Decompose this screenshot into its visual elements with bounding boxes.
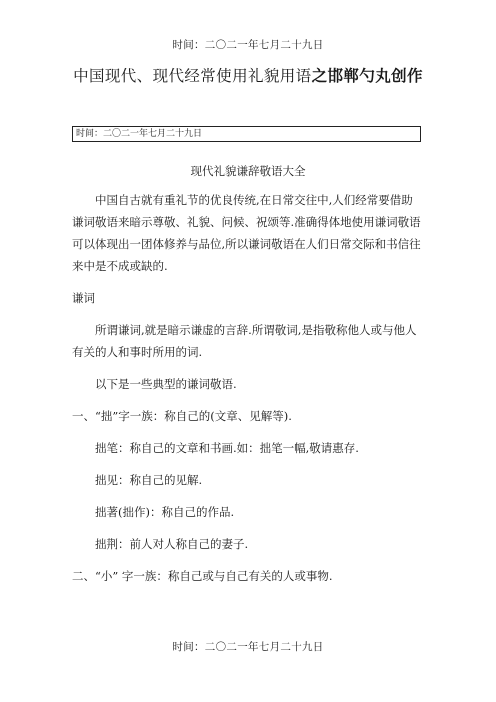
section-title: 现代礼貌谦辞敬语大全 [190,164,306,178]
page-header: 时间：二〇二一年七月二十九日 [172,39,324,51]
group-heading-1: 一、“拙”字一族：称自己的(文章、见解等). [72,409,292,423]
document-title-main: 中国现代、现代经常使用礼貌用语 [73,67,312,85]
section-heading: 谦词 [72,291,95,305]
list-item: 拙见：称自己的见解. [95,473,203,487]
document-title [0,64,496,86]
document-title-tail: 之邯郸勺丸创作 [311,66,423,85]
document-body [72,160,424,587]
page-footer: 时间：二〇二一年七月二十九日 [172,641,324,653]
list-item: 拙著(拙作)：称自己的作品. [95,505,235,519]
time-box: 时间：二〇二一年七月二十九日 [72,126,421,142]
list-item: 拙荆：前人对人称自己的妻子. [95,537,249,551]
list-item: 拙笔：称自己的文章和书画.如：拙笔一幅,敬请惠存. [95,441,359,455]
definition-paragraph: 所谓谦词,就是暗示谦虚的言辞.所谓敬词,是指敬称他人或与他人有关的人和事时所用的词. [72,323,417,359]
group-heading-2: 二、“小” 字一族：称自己或与自己有关的人或事物. [72,569,333,583]
intro-paragraph: 中国自古就有重礼节的优良传统,在日常交往中,人们经常要借助谦词敬语来暗示尊敬、礼貌、问候、祝颂等.准确得体地使用谦词敬语可以体现出一团体修养与品位,所以谦词敬语在人们日常交际和书信往来中是不成或缺的. [72,193,421,273]
list-intro: 以下是一些典型的谦词敬语. [95,377,237,391]
